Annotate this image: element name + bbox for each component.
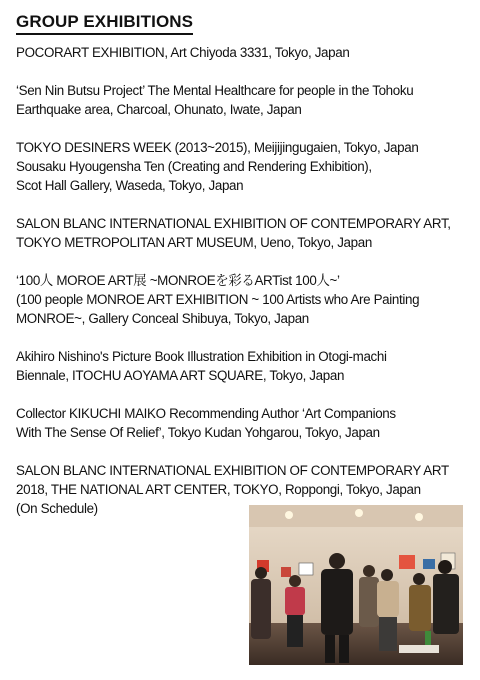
artwork xyxy=(399,555,415,569)
gallery-photo xyxy=(249,505,463,665)
table xyxy=(399,645,439,653)
entry-line: POCORART EXHIBITION, Art Chiyoda 3331, Tokyo, Japan xyxy=(16,45,350,60)
ceiling xyxy=(249,505,463,527)
entry-line: Akihiro Nishino's Picture Book Illustration Exhibition in Otogi-machi xyxy=(16,349,387,364)
ceiling-light xyxy=(355,509,363,517)
entry-line: Collector KIKUCHI MAIKO Recommending Author ‘Art Companions xyxy=(16,406,396,421)
gallery-scene xyxy=(249,505,463,665)
exhibition-entry xyxy=(16,43,472,62)
entry-line: Scot Hall Gallery, Waseda, Tokyo, Japan xyxy=(16,178,244,193)
ceiling-light xyxy=(415,513,423,521)
entry-line: TOKYO DESINERS WEEK (2013~2015), Meijijingugaien, Tokyo, Japan xyxy=(16,140,419,155)
entry-line: TOKYO METROPOLITAN ART MUSEUM, Ueno, Tokyo, Japan xyxy=(16,235,372,250)
section-heading: GROUP EXHIBITIONS xyxy=(16,12,193,35)
entry-line: ‘Sen Nin Butsu Project’ The Mental Healthcare for people in the Tohoku xyxy=(16,83,414,98)
entry-line: (On Schedule) xyxy=(16,501,98,516)
artwork xyxy=(299,563,313,575)
exhibition-entry xyxy=(16,271,472,328)
entry-line: With The Sense Of Relief’, Tokyo Kudan Yohgarou, Tokyo, Japan xyxy=(16,425,380,440)
artwork xyxy=(281,567,291,577)
exhibition-entry xyxy=(16,404,472,442)
ceiling-light xyxy=(285,511,293,519)
entry-line: Earthquake area, Charcoal, Ohunato, Iwate, Japan xyxy=(16,102,302,117)
visitor-figure xyxy=(377,569,399,651)
entry-line: ‘100人 MOROE ART展 ~MONROEを彩るARTist 100人~’ xyxy=(16,273,340,288)
entry-line: Biennale, ITOCHU AOYAMA ART SQUARE, Tokyo, Japan xyxy=(16,368,345,383)
exhibition-entry xyxy=(16,214,472,252)
entry-line: SALON BLANC INTERNATIONAL EXHIBITION OF CONTEMPORARY ART xyxy=(16,463,449,478)
entry-line: (100 people MONROE ART EXHIBITION ~ 100 Artists who Are Painting xyxy=(16,292,420,307)
bottle xyxy=(425,631,431,645)
exhibition-list xyxy=(16,43,472,537)
exhibition-entry xyxy=(16,81,472,119)
entry-line: SALON BLANC INTERNATIONAL EXHIBITION OF CONTEMPORARY ART, xyxy=(16,216,451,231)
artwork xyxy=(423,559,435,569)
entry-line: Sousaku Hyougensha Ten (Creating and Rendering Exhibition), xyxy=(16,159,372,174)
exhibition-entry xyxy=(16,347,472,385)
exhibition-entry xyxy=(16,138,472,195)
entry-line: MONROE~, Gallery Conceal Shibuya, Tokyo, Japan xyxy=(16,311,309,326)
entry-line: 2018, THE NATIONAL ART CENTER, TOKYO, Roppongi, Tokyo, Japan xyxy=(16,482,421,497)
